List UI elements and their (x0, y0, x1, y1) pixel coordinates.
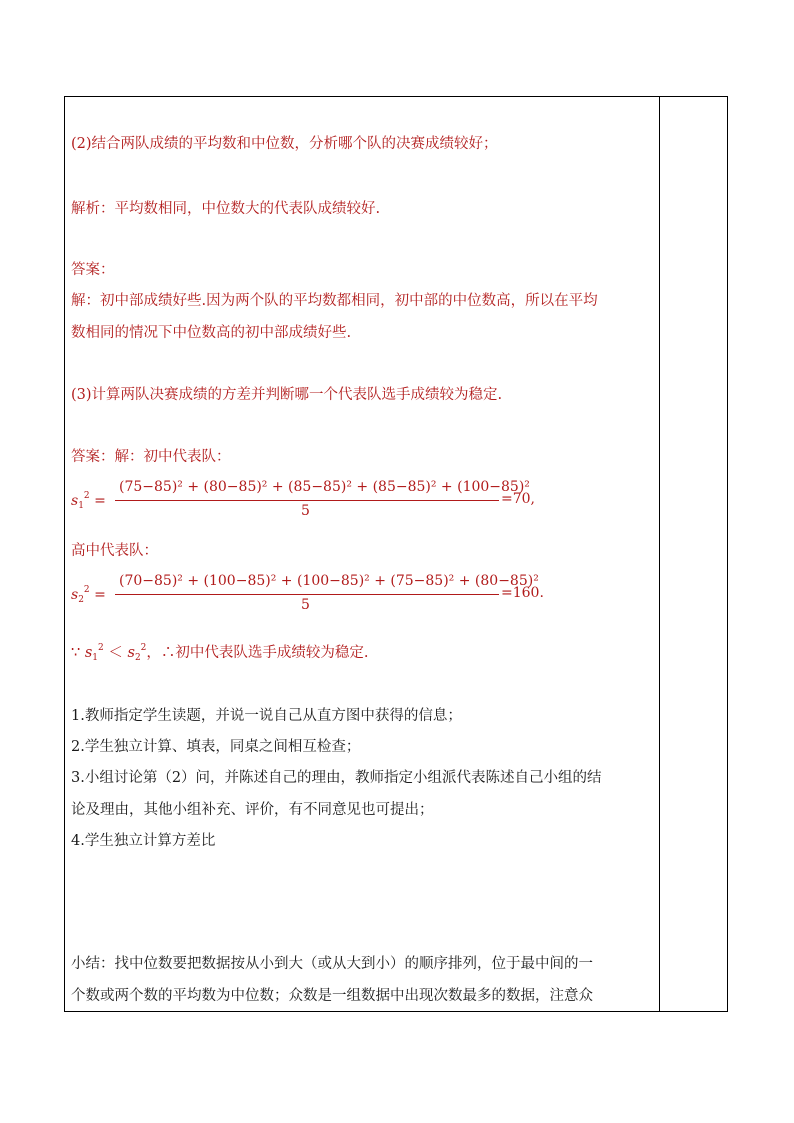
variance-symbol-1: $s_1^2$ = (71, 491, 106, 511)
step-3-line-1: 3.小组讨论第（2）问，并陈述自己的理由，教师指定小组派代表陈述自己小组的结 (71, 770, 602, 786)
fraction-bar-1 (115, 500, 499, 501)
question-2: (2)结合两队成绩的平均数和中位数，分析哪个队的决赛成绩较好； (71, 136, 498, 152)
numerator-1: (75−85)² + (80−85)² + (85−85)² + (85−85)² + (100−85)² (119, 479, 530, 495)
denominator-2: 5 (301, 597, 310, 613)
comparison-line: ∵ $s_1^2 < s_2^2$，∴初中代表队选手成绩较为稳定. (71, 643, 369, 663)
result-1: =70, (501, 491, 535, 507)
variance-formula-junior (71, 479, 655, 519)
lesson-table (64, 96, 728, 1012)
summary-line-2: 个数或两个数的平均数为中位数；众数是一组数据中出现次数最多的数据，注意众 (71, 988, 593, 1004)
answer-label: 答案： (71, 262, 115, 278)
variance-formula-senior (71, 573, 655, 613)
question-3: (3)计算两队决赛成绩的方差并判断哪一个代表队选手成绩较为稳定. (71, 387, 503, 403)
step-3-line-2: 论及理由，其他小组补充、评价，有不同意见也可提出； (71, 802, 434, 818)
result-2: =160. (501, 585, 544, 601)
answer-line-2: 数相同的情况下中位数高的初中部成绩好些. (71, 325, 352, 341)
answer-line-1: 解：初中部成绩好些.因为两个队的平均数都相同，初中部的中位数高，所以在平均 (71, 293, 598, 309)
denominator-1: 5 (301, 503, 310, 519)
step-2: 2.学生独立计算、填表，同桌之间相互检查； (71, 739, 361, 755)
step-4: 4.学生独立计算方差比 (71, 833, 216, 849)
senior-team-label: 高中代表队： (71, 543, 158, 559)
variance-symbol-2: $s_2^2$ = (71, 585, 106, 605)
analysis-text: 解析：平均数相同，中位数大的代表队成绩较好. (71, 201, 381, 217)
summary-line-1: 小结：找中位数要把数据按从小到大（或从大到小）的顺序排列，位于最中间的一 (71, 956, 593, 972)
numerator-2: (70−85)² + (100−85)² + (100−85)² + (75−85)² + (80−85)² (119, 573, 539, 589)
answer-3-label: 答案：解：初中代表队： (71, 449, 231, 465)
fraction-bar-2 (115, 594, 499, 595)
content-cell (71, 97, 655, 1011)
column-divider (659, 97, 660, 1011)
step-1: 1.教师指定学生读题，并说一说自己从直方图中获得的信息； (71, 708, 462, 724)
